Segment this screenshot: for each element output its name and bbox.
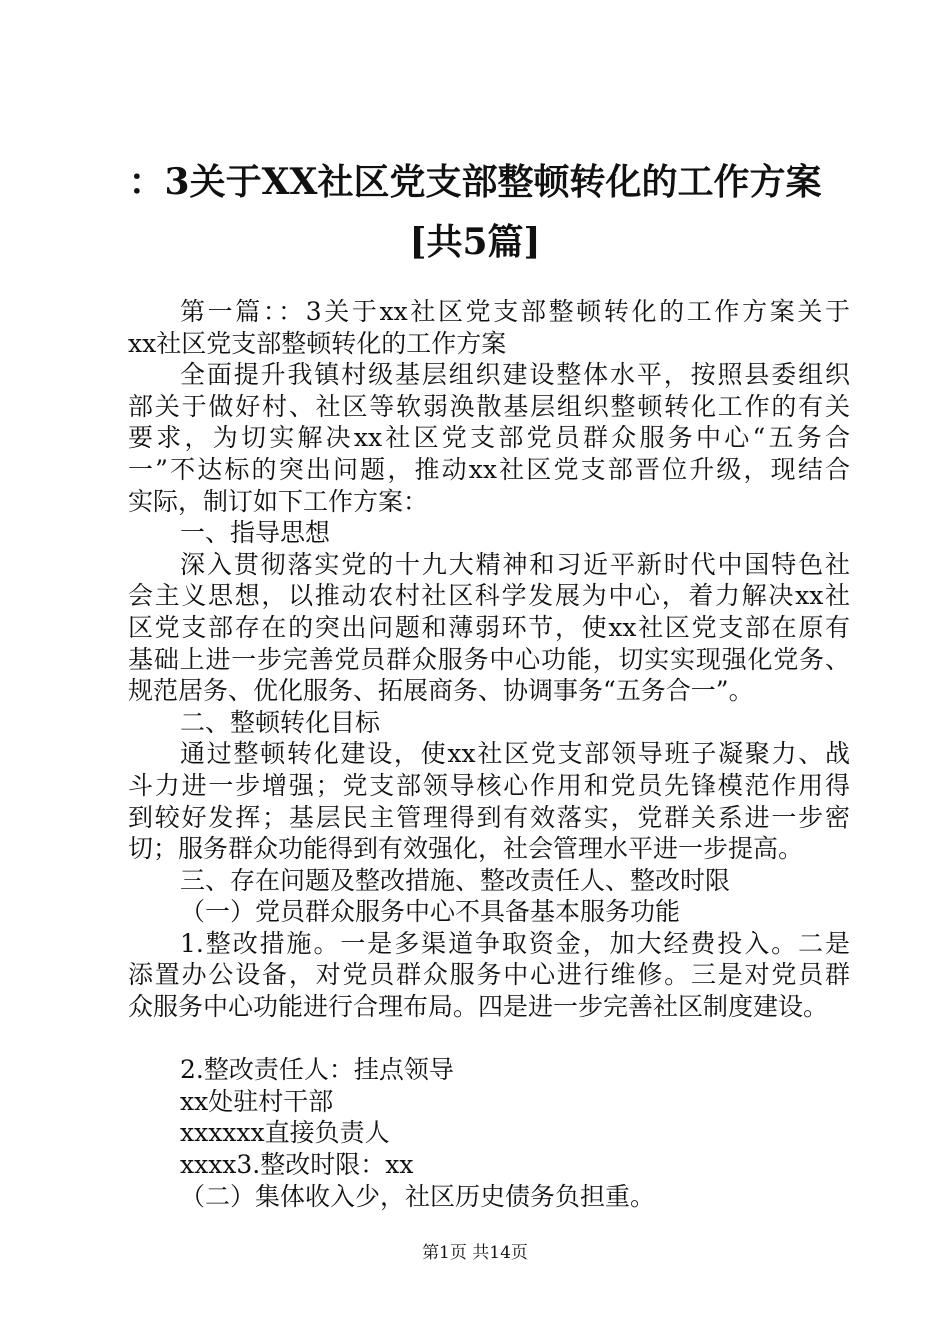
subsection-heading: （一）党员群众服务中心不具备基本服务功能 [180,897,681,927]
section-heading: 二、整顿转化目标 [180,707,381,737]
paragraph-line: 部关于做好村、社区等软弱涣散基层组织整顿转化工作的有关 [128,391,850,421]
paragraph-line: 要求，为切实解决xx社区党支部党员群众服务中心“五务合 [128,423,850,453]
paragraph-line: 一”不达标的突出问题，推动xx社区党支部晋位升级，现结合 [128,454,850,484]
paragraph-line: 会主义思想，以推动农村社区科学发展为中心，着力解决xx社 [128,581,850,611]
page-number-footer: 第1页 共14页 [422,1243,528,1263]
document-body [128,296,850,1212]
document-title-line-1: ：3关于XX社区党支部整顿转化的工作方案 [128,161,822,203]
paragraph-line: 切；服务群众功能得到有效强化，社会管理水平进一步提高。 [128,834,804,864]
paragraph-line: 众服务中心功能进行合理布局。四是进一步完善社区制度建设。 [128,992,829,1022]
paragraph-line: 斗力进一步增强；党支部领导核心作用和党员先锋模范作用得 [128,770,850,800]
paragraph-line: 基础上进一步完善党员群众服务中心功能，切实实现强化党务、 [128,644,850,674]
section-heading: 一、指导思想 [180,518,331,548]
subsection-heading: （二）集体收入少，社区历史债务负担重。 [180,1181,656,1211]
paragraph-line: xxxxxx直接负责人 [180,1118,390,1148]
paragraph-line: 全面提升我镇村级基层组织建设整体水平，按照县委组织 [180,360,850,390]
blank-line [128,1023,850,1055]
paragraph-line: xxxx3.整改时限：xx [180,1150,414,1180]
paragraph-line: 通过整顿转化建设，使xx社区党支部领导班子凝聚力、战 [180,739,850,769]
paragraph-line: 1.整改措施。一是多渠道争取资金，加大经费投入。二是 [180,928,850,958]
document-title-line-2: [共5篇] [409,221,541,263]
paragraph-line: 区党支部存在的突出问题和薄弱环节，使xx社区党支部在原有 [128,612,850,642]
paragraph-line: 2.整改责任人：挂点领导 [180,1055,454,1085]
paragraph-line: 第一篇：：3关于xx社区党支部整顿转化的工作方案关于 [180,297,850,326]
paragraph-line: xx社区党支部整顿转化的工作方案 [128,328,507,358]
paragraph-line: 到较好发挥；基层民主管理得到有效落实，党群关系进一步密 [128,802,850,832]
paragraph-line: 实际，制订如下工作方案： [128,486,429,516]
paragraph-line: 深入贯彻落实党的十九大精神和习近平新时代中国特色社 [180,549,850,579]
paragraph-line: 规范居务、优化服务、拓展商务、协调事务“五务合一”。 [128,676,754,706]
section-heading: 三、存在问题及整改措施、整改责任人、整改时限 [180,865,731,895]
paragraph-line: xx处驻村干部 [180,1086,334,1116]
paragraph-line: 添置办公设备，对党员群众服务中心进行维修。三是对党员群 [128,960,850,990]
